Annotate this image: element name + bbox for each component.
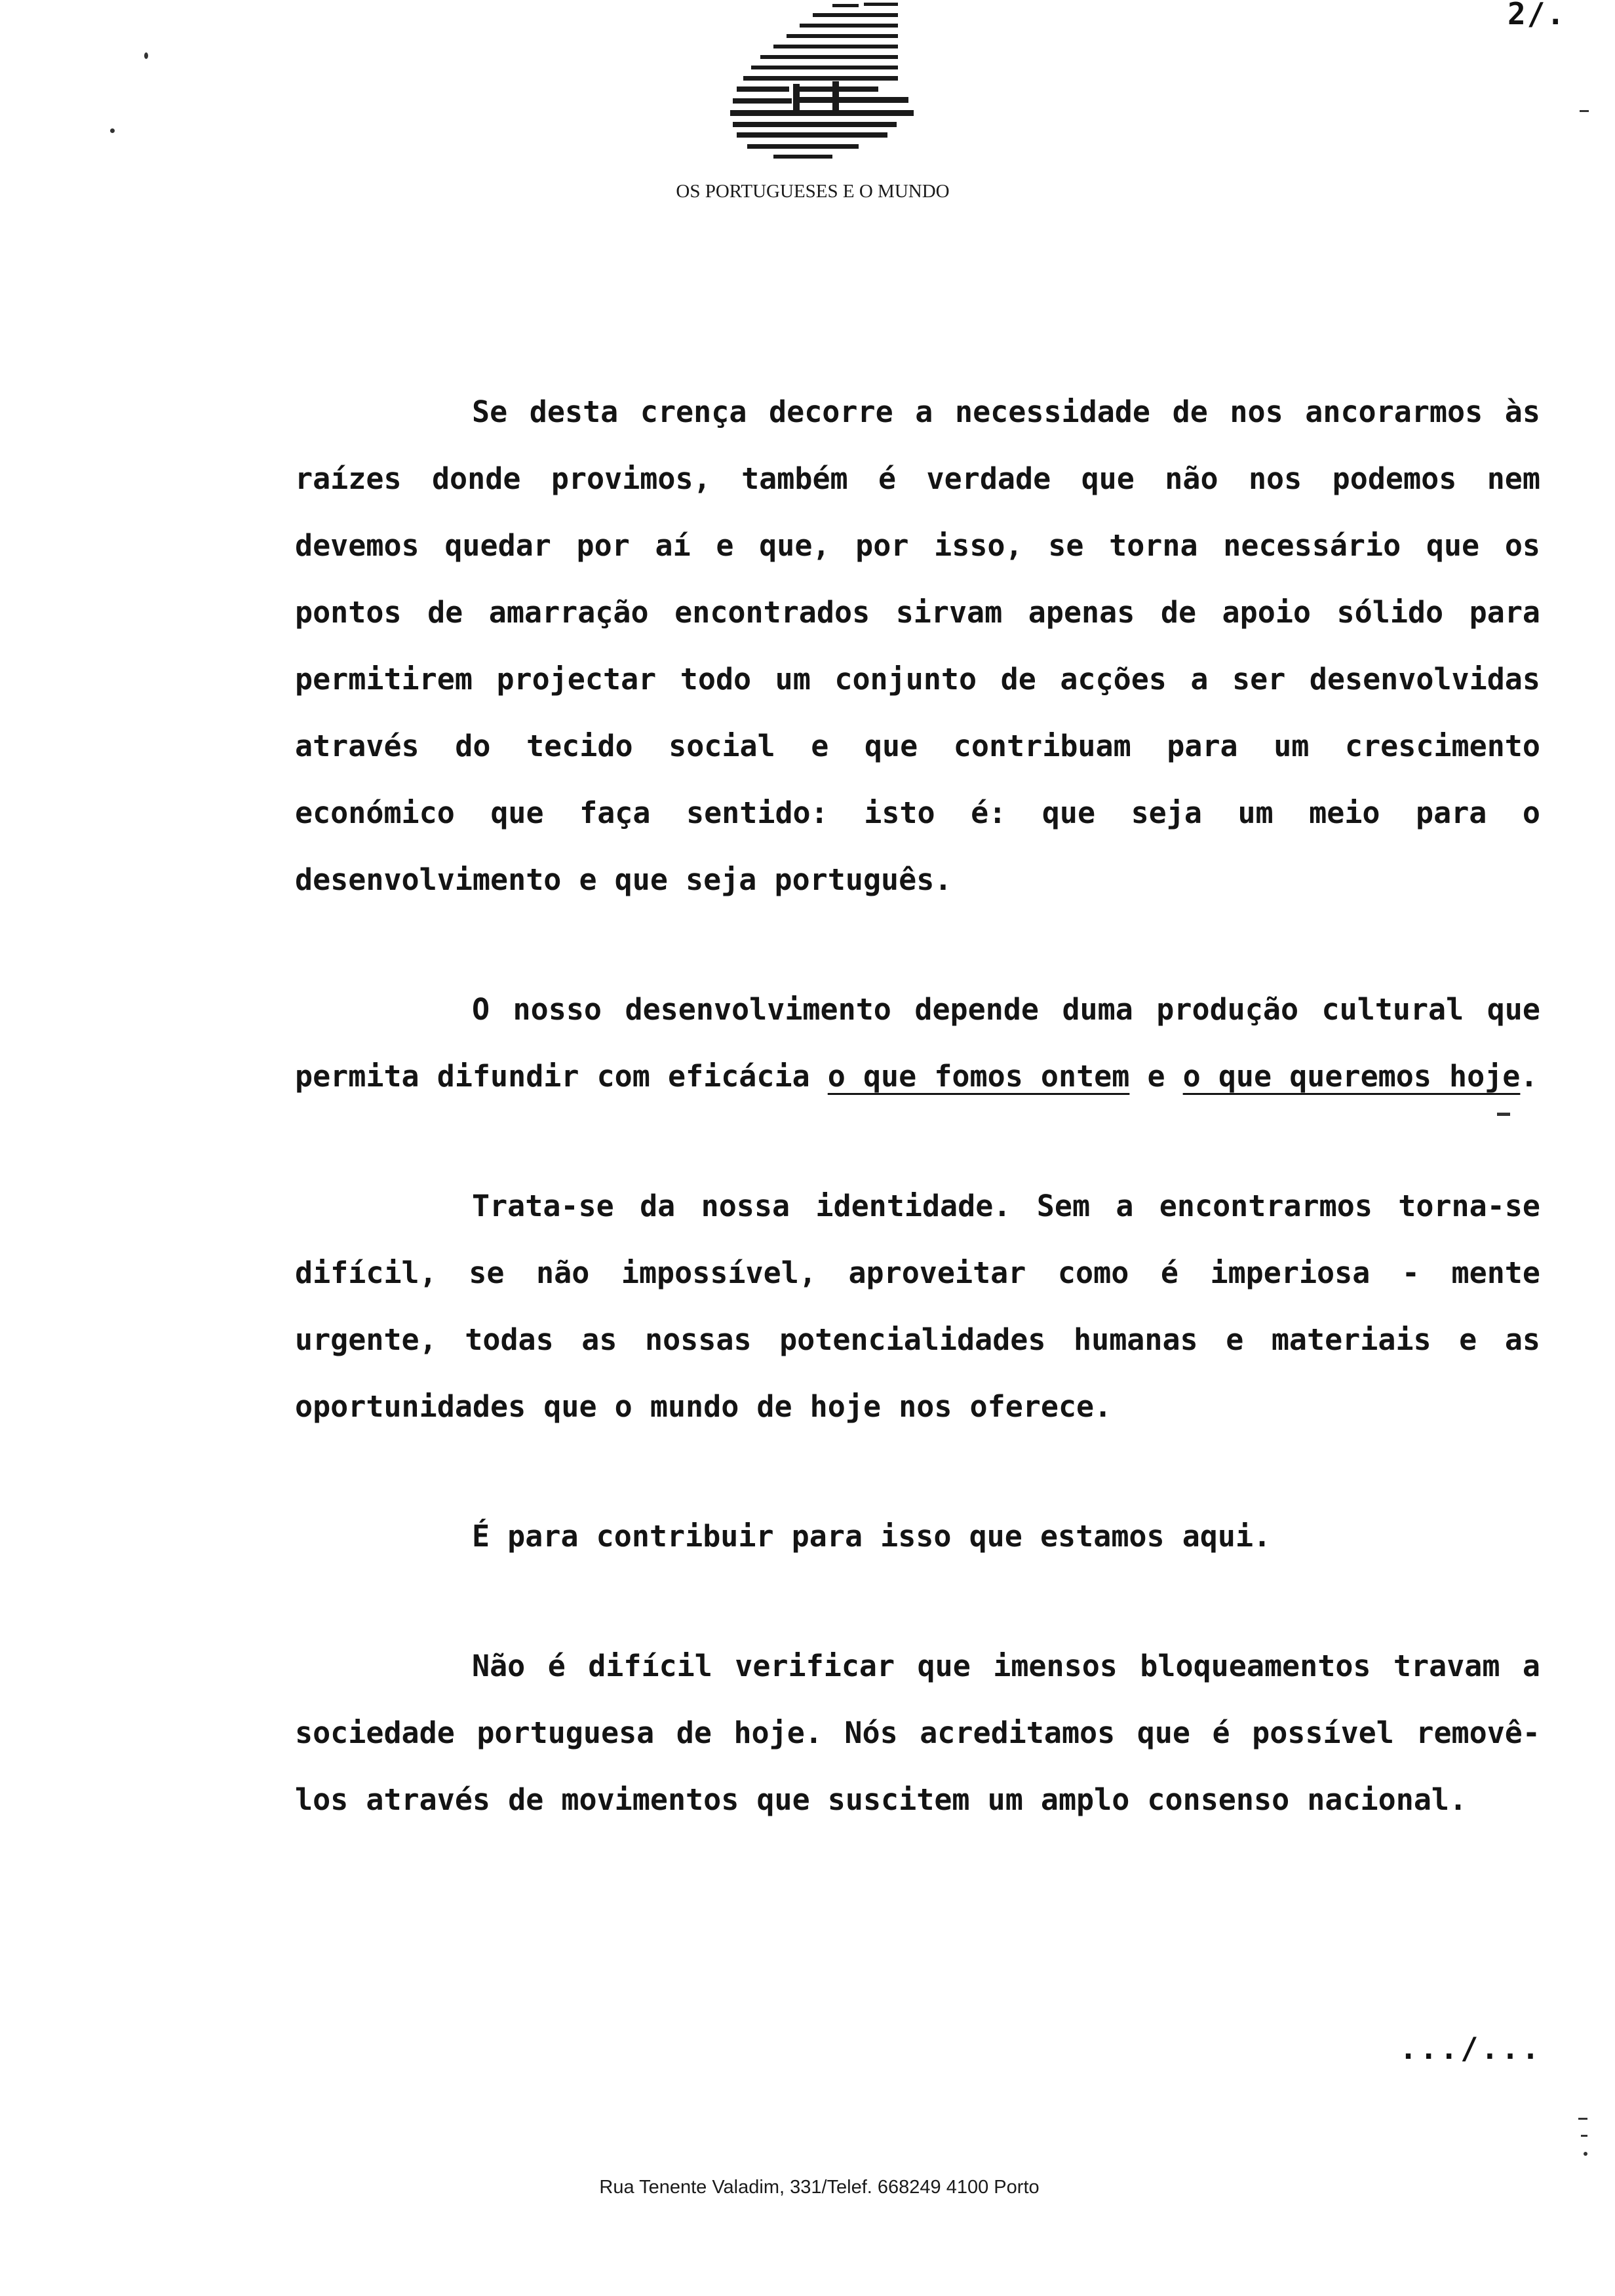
footer-address: Rua Tenente Valadim, 331/Telef. 668249 4100 Porto [599,2177,1040,2198]
paragraph [295,1503,1540,1570]
scan-speck [1581,2135,1587,2137]
paragraph-text: É para contribuir para isso que estamos aqui. [472,1519,1272,1554]
organization-name: OS PORTUGUESES E O MUNDO [676,181,950,202]
paragraph-text: Não é difícil verificar que imensos bloqueamentos travam a sociedade portuguesa de hoje. Nós acreditamos que é possível removê-los através de movimentos que suscitem um amplo consenso nacional. [295,1649,1540,1817]
scan-speck [144,52,148,59]
paragraph [295,1173,1540,1440]
paragraph-text: . [1520,1059,1538,1094]
paragraph-text: Se desta crença decorre a necessidade de nos ancorarmos às raízes donde provimos, também é verdade que não nos podemos nem devemos quedar por aí e que, por isso, se torna necessário que os pontos de amarração encontrados sirvam apenas de apoio sólido para permitirem projectar todo um conjunto de acções a ser desenvolvidas através do tecido social e que contribuam para um crescimento económico que faça sentido: isto é: que seja um meio para o desenvolvimento e que seja português. [295,394,1540,897]
ship-sail-logo-icon [695,0,931,170]
page-number: 2/. [1508,0,1566,31]
paragraph [295,379,1540,913]
underlined-phrase: o que queremos hoje [1182,1059,1521,1094]
continuation-mark: .../... [1399,2031,1542,2066]
scan-speck [1580,110,1589,112]
paragraph-text: Trata-se da nossa identidade. Sem a encontrarmos torna-se difícil, se não impossível, aproveitar como é imperiosa - mente urgente, todas as nossas potencialidades humanas e materiais e as oportunidades que o mundo de hoje nos oferece. [295,1189,1540,1424]
paragraph-text: O nosso desenvolvimento depende duma produção cultural que permita difundir com eficácia [295,992,1540,1094]
scan-speck [1497,1113,1510,1116]
paragraph [295,1633,1540,1833]
scan-speck [1578,2118,1587,2120]
underlined-phrase: o que fomos ontem [827,1059,1130,1094]
paragraph [295,976,1540,1110]
scan-speck [110,128,115,133]
paragraph-text: e [1129,1059,1183,1094]
scan-speck [1584,2152,1587,2156]
letter-body [295,379,1540,1896]
